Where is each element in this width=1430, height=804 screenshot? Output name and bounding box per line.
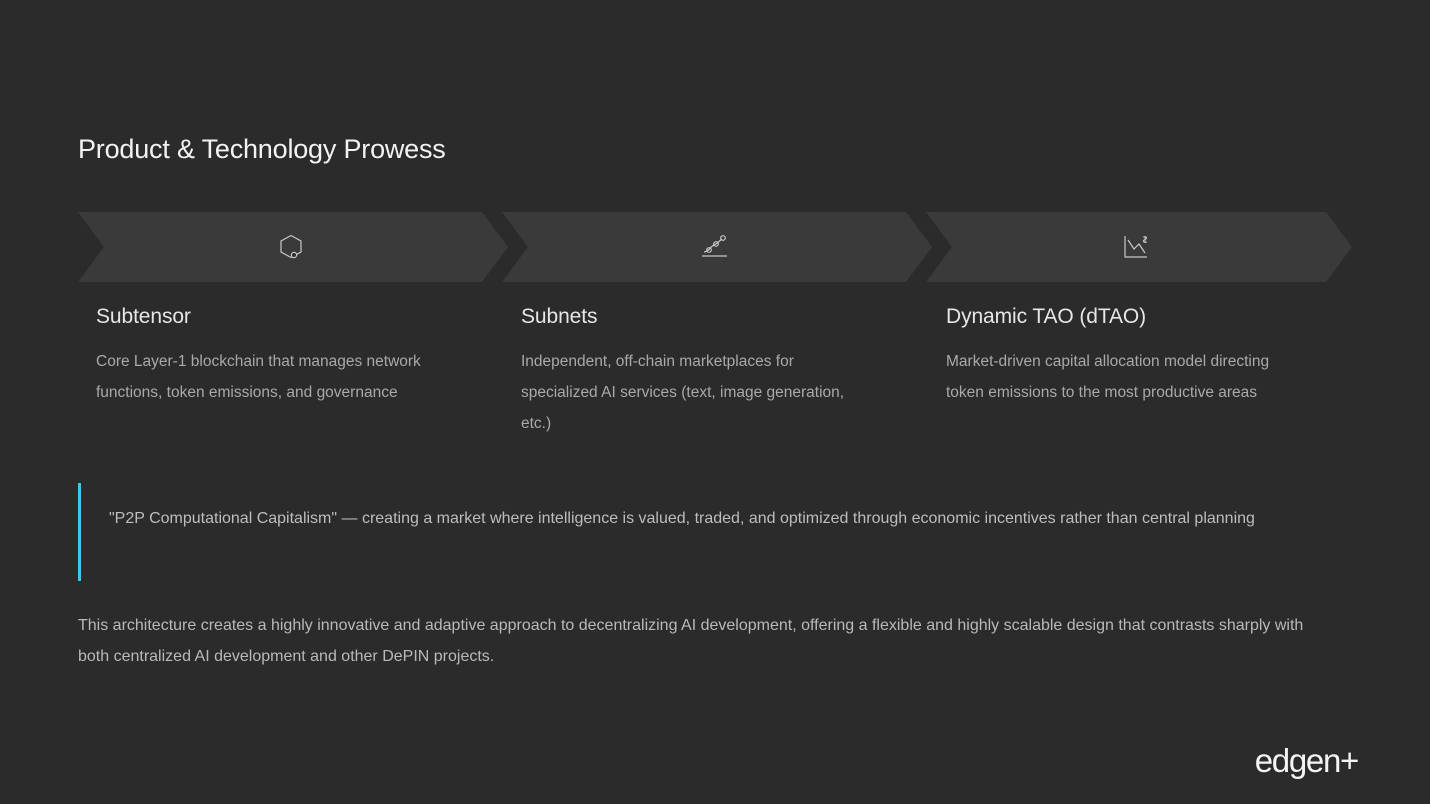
pull-quote — [78, 483, 1354, 581]
pull-quote-text: "P2P Computational Capitalism" — creating a market where intelligence is valued, traded, and optimized through economic incentives rather than central planning — [109, 510, 1255, 527]
feature-body: Independent, off-chain marketplaces for specialized AI services (text, image generation, etc.) — [521, 353, 845, 432]
chevron-step-3[interactable] — [926, 212, 1352, 282]
chevron-band — [78, 212, 1352, 282]
brand-logo: edgen+ — [1254, 742, 1358, 779]
chevron-step-2[interactable] — [502, 212, 932, 282]
feature-column-3 — [928, 305, 1353, 439]
declining-chart-dollar-icon — [1119, 230, 1153, 264]
closing-text: This architecture creates a highly innovative and adaptive approach to decentralizing AI development, offering a flexible and highly scalable design that contrasts sharply with both centralized AI development and other DePIN projects. — [78, 617, 1304, 665]
closing-paragraph — [78, 610, 1338, 672]
feature-columns — [78, 305, 1358, 439]
feature-body: Market-driven capital allocation model directing token emissions to the most productive areas — [946, 353, 1270, 401]
feature-heading: Subnets — [521, 305, 598, 328]
network-graph-icon — [697, 230, 731, 264]
feature-column-2 — [503, 305, 928, 439]
feature-body: Core Layer-1 blockchain that manages network functions, token emissions, and governance — [96, 353, 421, 401]
page-title: Product & Technology Prowess — [78, 134, 446, 164]
feature-column-1 — [78, 305, 503, 439]
feature-heading: Subtensor — [96, 305, 191, 328]
chevron-step-1[interactable] — [78, 212, 508, 282]
feature-heading: Dynamic TAO (dTAO) — [946, 305, 1147, 328]
hexagon-node-icon — [274, 230, 308, 264]
